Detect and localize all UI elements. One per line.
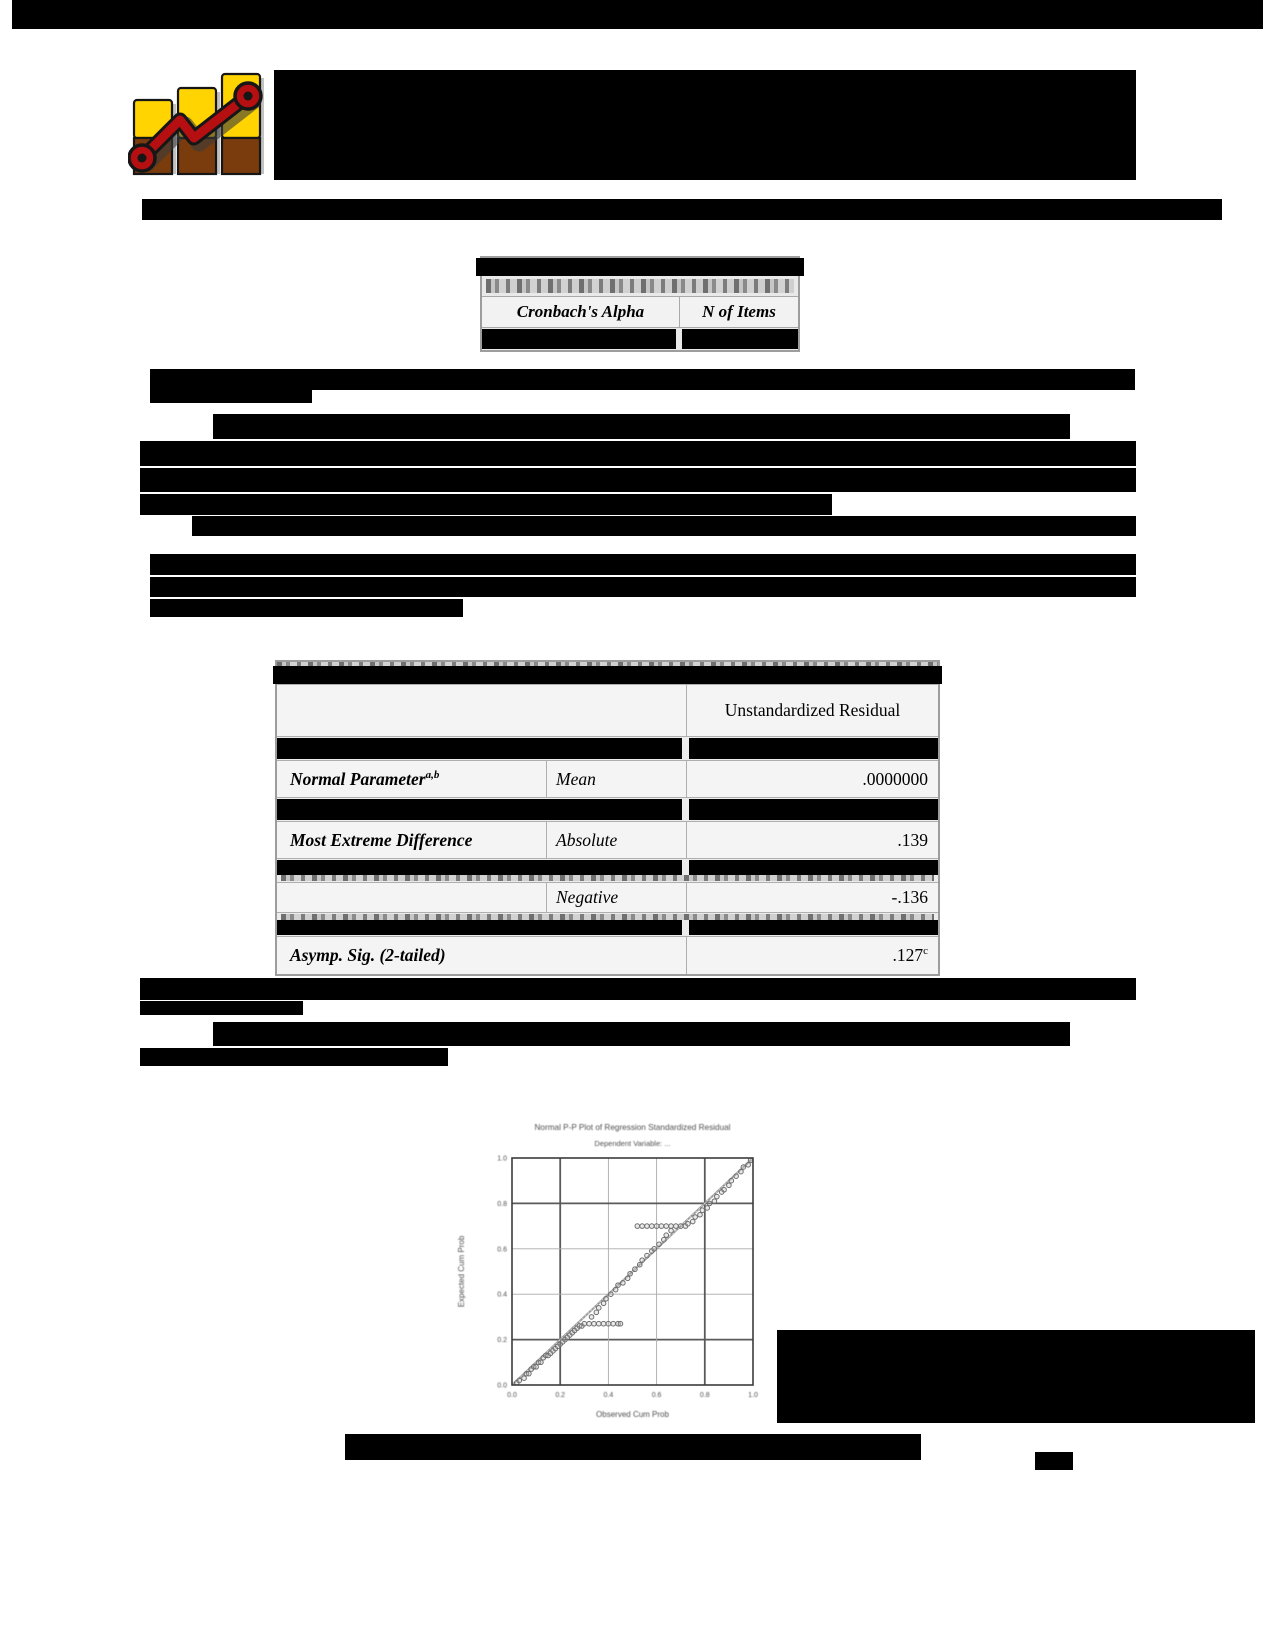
data-point [652,1247,657,1252]
data-point [746,1163,751,1168]
redacted-caption-bar [476,258,804,276]
data-point [587,1321,592,1326]
ks-row-redacted [277,736,938,760]
data-point [604,1296,609,1301]
ks-sublabel-cell: Negative [547,883,687,912]
data-point [669,1224,674,1229]
data-point [613,1287,618,1292]
x-tick-label: 0.6 [651,1392,662,1399]
data-point [664,1224,669,1229]
x-tick-label: 0.8 [699,1392,710,1399]
redacted-block-paragraph1-line1 [213,414,1070,439]
data-point [592,1321,597,1326]
x-tick-label: 1.0 [748,1392,758,1399]
redacted-block-paragraph2-line2 [150,577,1136,597]
y-tick-label: 0.4 [497,1291,507,1299]
data-point [715,1194,720,1199]
data-point [527,1371,532,1376]
redacted-cell [689,799,938,820]
ks-row-redacted [277,797,938,821]
data-point [678,1224,683,1229]
redacted-block-page-number [1035,1452,1073,1470]
data-point [625,1276,630,1281]
data-point [633,1267,638,1272]
data-point [601,1321,606,1326]
data-point [654,1224,659,1229]
data-point [722,1187,727,1192]
bar-chart-logo [128,56,273,180]
normal-pp-plot [450,1114,770,1430]
data-point [645,1224,650,1229]
ghost-text-strip [486,279,794,293]
redacted-cell [277,738,682,759]
redacted-block-paragraph1-line2 [140,441,1136,466]
redacted-value-cell [482,329,676,349]
data-point [517,1378,522,1383]
ks-row-data [277,882,938,912]
data-point [657,1242,662,1247]
ks-row-redacted_ghost_bottom [277,858,938,882]
n-of-items-header: N of Items [702,302,776,321]
data-point [640,1224,645,1229]
data-point [662,1237,667,1242]
redacted-cell [689,860,938,875]
data-point [618,1321,623,1326]
reliability-caption-ghost [482,276,798,296]
ks-label-cell: Most Extreme Difference [277,822,547,858]
chart-title: Normal P-P Plot of Regression Standardized Residual [534,1123,731,1132]
redacted-block-paragraph1-line3 [140,468,1136,492]
cronbachs-alpha-header: Cronbach's Alpha [482,297,680,327]
ks-value-cell: .139 [687,822,938,858]
ks-row-data_wide [277,936,938,974]
redacted-block-paragraph2-line1 [150,554,1136,575]
redacted-block-paragraph3-line2 [140,1048,448,1066]
y-tick-label: 0.2 [497,1337,507,1345]
ks-value-cell: .0000000 [687,761,938,797]
data-point [596,1321,601,1326]
redacted-block-text-block-right-of-chart [777,1330,1255,1423]
reliability-values-redacted [482,328,798,350]
redacted-block-paragraph1-line4 [140,494,832,515]
redacted-block-top-banner-line [12,0,1263,29]
data-point [606,1321,611,1326]
data-point [609,1292,614,1297]
redacted-block-header-text-beside-logo [274,70,1136,180]
y-tick-label: 0.6 [497,1246,507,1254]
data-point [698,1212,703,1217]
ks-header-unstandardized-residual: Unstandardized Residual [687,685,938,736]
data-point [640,1258,645,1263]
data-point [674,1224,679,1229]
ks-sublabel-cell: Mean [547,761,687,797]
ks-label-cell: Asymp. Sig. (2-tailed) [277,937,687,974]
x-tick-label: 0.4 [603,1392,614,1399]
redacted-block-paragraph2-line3 [150,599,463,617]
y-tick-label: 1.0 [497,1155,507,1163]
data-point [596,1306,601,1311]
data-point [741,1165,746,1170]
ks-row-data [277,821,938,858]
data-point [601,1301,606,1306]
redacted-cell [277,920,682,935]
reliability-statistics-table [480,256,800,352]
x-tick-label: 0.0 [507,1392,517,1399]
data-point [582,1321,587,1326]
chart-subtitle: Dependent Variable: ... [594,1139,671,1148]
ghost-text-strip [281,914,934,920]
y-tick-label: 0.8 [497,1200,507,1208]
data-point [690,1219,695,1224]
data-point [611,1321,616,1326]
data-point [707,1201,712,1206]
data-point [700,1208,705,1213]
data-point [628,1271,633,1276]
redacted-cell [277,799,682,820]
data-point [637,1262,642,1267]
data-point [645,1253,650,1258]
data-point [621,1281,626,1286]
ks-row-header [277,684,938,736]
ks-row-data [277,760,938,797]
redacted-block-paragraph3-line1 [213,1022,1070,1046]
data-point [635,1224,640,1229]
data-point [664,1233,669,1238]
data-point [616,1283,621,1288]
x-tick-label: 0.2 [555,1392,566,1399]
data-point [729,1178,734,1183]
redacted-block-section-heading-line-2 [150,390,312,403]
data-point [659,1224,664,1229]
redacted-block-after-table-line1 [140,978,1136,1000]
y-tick-label: 0.0 [497,1382,507,1390]
data-point [727,1183,732,1188]
redacted-cell [689,738,938,759]
data-point [594,1310,599,1315]
data-point [712,1199,717,1204]
redacted-value-cell [682,329,798,349]
ks-label-cell [277,883,547,912]
ks-value-cell: .127$^c$ [687,937,938,974]
ks-row-redacted_ghost_top [277,912,938,936]
data-point [649,1224,654,1229]
data-point [669,1228,674,1233]
ks-header-empty-cell [277,685,687,736]
redacted-cell [689,920,938,935]
redacted-cell [277,860,682,875]
ks-sublabel-cell: Absolute [547,822,687,858]
ghost-text-strip [281,875,934,881]
redacted-caption-bar [273,666,942,684]
redacted-block-paragraph1-line5 [192,516,1136,536]
kolmogorov-smirnov-table [275,660,940,976]
redacted-block-caption-below-chart [345,1434,921,1460]
reliability-header-row [482,296,798,328]
data-point [686,1222,691,1227]
data-point [705,1206,710,1211]
ks-row-caption [277,662,938,684]
redacted-block-after-table-line2 [140,1001,303,1015]
ks-value-cell: -.136 [687,883,938,912]
data-point [539,1360,544,1365]
ks-label-cell: Normal Parameter$^{a,b}$ [277,761,547,797]
data-point [693,1215,698,1220]
data-point [522,1376,527,1381]
data-point [534,1365,539,1370]
y-axis-label: Expected Cum Prob [457,1235,466,1308]
redacted-block-section-heading-line-1 [150,369,1135,390]
data-point [734,1174,739,1179]
x-axis-label: Observed Cum Prob [596,1410,669,1419]
redacted-block-title-line [142,199,1222,220]
data-point [589,1315,594,1320]
reliability-caption-redacted [482,258,798,276]
data-point [739,1169,744,1174]
